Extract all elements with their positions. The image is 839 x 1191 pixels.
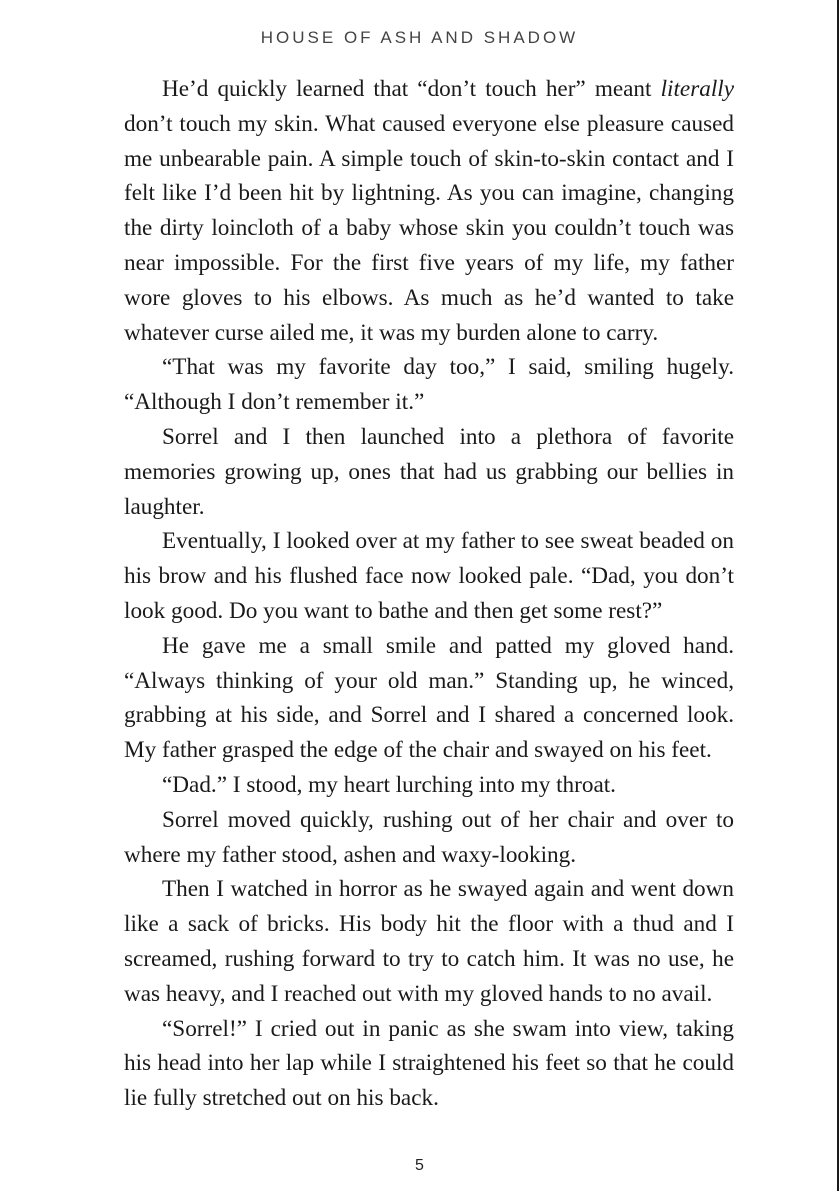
paragraph: “That was my favorite day too,” I said, smiling hugely. “Although I don’t remember it.” xyxy=(124,354,734,416)
paragraph xyxy=(124,72,734,350)
emphasis-text: literally xyxy=(660,76,734,102)
paragraph: “Dad.” I stood, my heart lurching into my throat. xyxy=(162,771,616,798)
running-head: HOUSE OF ASH AND SHADOW xyxy=(260,28,579,47)
page-number: 5 xyxy=(415,1157,424,1174)
paragraph: Sorrel and I then launched into a plethora of favorite memories growing up, ones that had us grabbing our bellies in laughter. xyxy=(124,423,734,520)
paragraph: Then I watched in horror as he swayed again and went down like a sack of bricks. His body hit the floor with a thud and I screamed, rushing forward to try to catch him. It was no use, he was heavy, and I reached out with my gloved hands to no avail. xyxy=(124,876,734,1007)
paragraph: “Sorrel!” I cried out in panic as she swam into view, taking his head into her lap while I straightened his feet so that he could lie fully stretched out on his back. xyxy=(124,1015,734,1112)
paragraph-text: don’t touch my skin. What caused everyone else pleasure caused me unbearable pain. A simple touch of skin-to-skin contact and I felt like I’d been hit by lightning. As you can imagine, changing the dirty loincloth of a baby whose skin you couldn’t touch was near impossible. For the first five years of my life, my father wore gloves to his elbows. As much as he’d wanted to take whatever curse ailed me, it was my burden alone to carry. xyxy=(124,110,734,346)
body-text xyxy=(124,72,734,1116)
paragraph: He gave me a small smile and patted my gloved hand. “Always thinking of your old man.” Standing up, he winced, grabbing at his side, and Sorrel and I shared a concerned look. My father grasped the edge of the chair and swayed on his feet. xyxy=(124,632,734,764)
paragraph: Sorrel moved quickly, rushing out of her chair and over to where my father stood, ashen and waxy-looking. xyxy=(124,806,734,868)
paragraph-text: He’d quickly learned that “don’t touch her” meant xyxy=(162,76,661,102)
paragraph: Eventually, I looked over at my father to see sweat beaded on his brow and his flushed face now looked pale. “Dad, you don’t look good. Do you want to bathe and then get some rest?” xyxy=(124,528,734,624)
